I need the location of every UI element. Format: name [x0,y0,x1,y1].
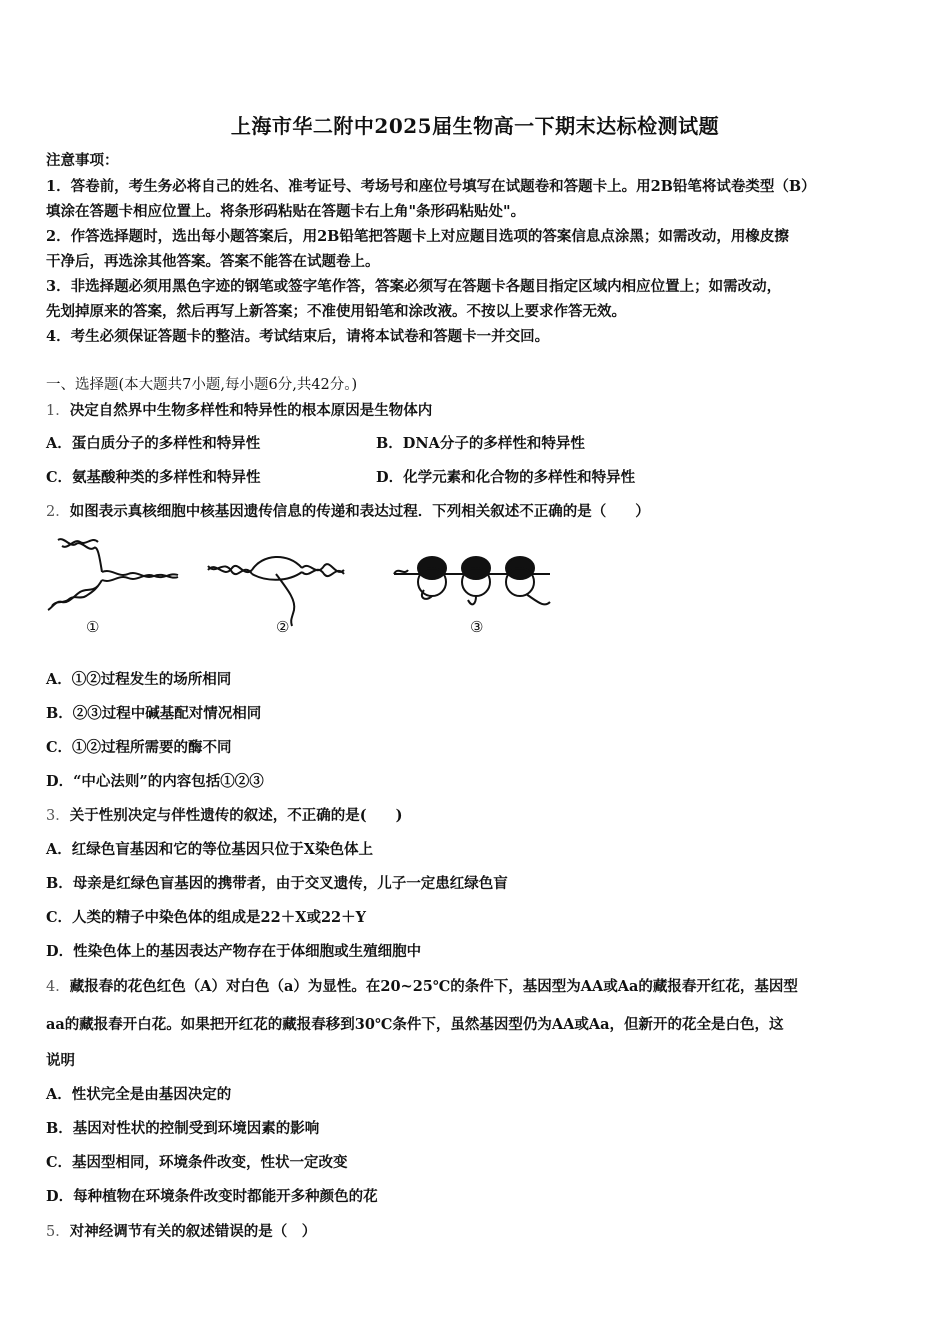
question-text: 藏报春的花色红色（A）对白色（a）为显性。在20~25℃的条件下，基因型为AA或Aa的藏报春开红花，基因型 [69,978,798,995]
notice-heading: 注意事项： [46,152,119,169]
option-d[interactable]: D．化学元素和化合物的多样性和特异性 [376,469,636,486]
question-text: 对神经调节有关的叙述错误的是（ ） [69,1223,317,1240]
replication-diagram [48,539,178,610]
figure-label-2: ② [276,618,290,636]
question-number: 5． [46,1224,70,1240]
question-4 [46,980,798,995]
figure-label-3: ③ [470,618,484,636]
option-d[interactable]: D．“中心法则”的内容包括①②③ [46,773,264,790]
notice-line: 4．考生必须保证答题卡的整洁。考试结束后，请将本试卷和答题卡一并交回。 [46,328,550,345]
option-c[interactable]: C．氨基酸种类的多样性和特异性 [46,469,261,486]
question-1 [46,404,432,419]
question-text: 决定自然界中生物多样性和特异性的根本原因是生物体内 [69,402,433,419]
question-number: 2． [46,504,70,520]
gene-expression-figure [40,530,570,640]
translation-diagram [394,557,550,604]
notice-line: 2．作答选择题时，选出每小题答案后，用2B铅笔把答题卡上对应题目选项的答案信息点涂黑；如需改动，用橡皮擦 [46,228,789,245]
question-number: 1． [46,403,70,419]
question-5 [46,1225,316,1240]
option-b[interactable]: B．基因对性状的控制受到环境因素的影响 [46,1120,320,1137]
figure-label-1: ① [86,618,100,636]
option-b[interactable]: B．②③过程中碱基配对情况相同 [46,705,262,722]
option-a[interactable]: A．蛋白质分子的多样性和特异性 [46,435,261,452]
question-number: 4． [46,979,70,995]
notice-line: 1．答卷前，考生务必将自己的姓名、准考证号、考场号和座位号填写在试题卷和答题卡上。用2B铅笔将试卷类型（B） [46,178,816,195]
section-heading: 一、选择题(本大题共7小题,每小题6分,共42分。) [46,377,358,393]
option-b[interactable]: B．母亲是红绿色盲基因的携带者，由于交叉遗传，儿子一定患红绿色盲 [46,875,508,892]
option-c[interactable]: C．基因型相同，环境条件改变，性状一定改变 [46,1154,348,1171]
question-text: 如图表示真核细胞中核基因遗传信息的传递和表达过程．下列相关叙述不正确的是（ ） [69,503,650,520]
option-c[interactable]: C．人类的精子中染色体的组成是22＋X或22＋Y [46,909,366,926]
page-title: 上海市华二附中2025届生物高一下期末达标检测试题 [230,114,720,138]
question-1-options-row-1 [46,437,260,452]
notice-line: 填涂在答题卡相应位置上。将条形码粘贴在答题卡右上角"条形码粘贴处"。 [46,203,526,220]
option-a[interactable]: A．①②过程发生的场所相同 [46,671,232,688]
question-text: 关于性别决定与伴性遗传的叙述，不正确的是( ) [69,807,403,824]
transcription-diagram [208,557,344,626]
question-2 [46,505,650,520]
notice-line: 干净后，再选涂其他答案。答案不能答在试题卷上。 [46,253,380,270]
option-d[interactable]: D．性染色体上的基因表达产物存在于体细胞或生殖细胞中 [46,943,422,960]
question-number: 3． [46,808,70,824]
notice-line: 3．非选择题必须用黑色字迹的钢笔或签字笔作答，答案必须写在答题卡各题目指定区域内相应位置上；如需改动， [46,278,782,295]
notice-line: 先划掉原来的答案，然后再写上新答案；不准使用铅笔和涂改液。不按以上要求作答无效。 [46,303,626,320]
option-a[interactable]: A．红绿色盲基因和它的等位基因只位于X染色体上 [46,841,373,858]
option-d[interactable]: D．每种植物在环境条件改变时都能开多种颜色的花 [46,1188,378,1205]
question-text: aa的藏报春开白花。如果把开红花的藏报春移到30℃条件下，虽然基因型仍为AA或Aa，但新开的花全是白色，这 [46,1016,784,1033]
option-a[interactable]: A．性状完全是由基因决定的 [46,1086,232,1103]
option-b[interactable]: B．DNA分子的多样性和特异性 [376,435,585,452]
question-3 [46,809,402,824]
question-text: 说明 [46,1052,75,1069]
option-c[interactable]: C．①②过程所需要的酶不同 [46,739,232,756]
